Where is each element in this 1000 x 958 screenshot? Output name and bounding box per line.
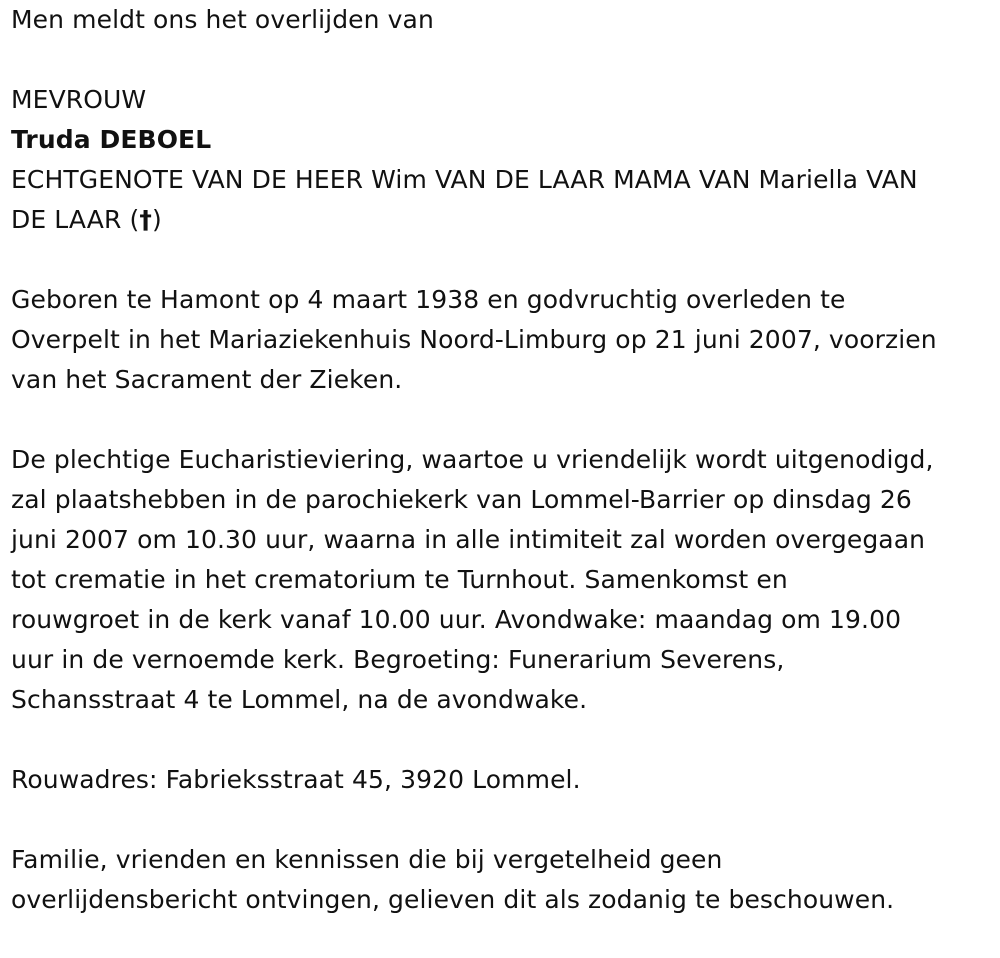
cross-icon: † <box>139 205 152 234</box>
paragraph-line: van het Sacrament der Zieken. <box>11 365 403 394</box>
paragraph-line: Geboren te Hamont op 4 maart 1938 en godvruchtig overleden te <box>11 285 846 314</box>
birth-death-paragraph <box>11 280 990 400</box>
paragraph-line: juni 2007 om 10.30 uur, waarna in alle intimiteit zal worden overgegaan <box>11 525 926 554</box>
paragraph-line: Overpelt in het Mariaziekenhuis Noord-Limburg op 21 juni 2007, voorzien <box>11 325 937 354</box>
intro-line: Men meldt ons het overlijden van <box>11 5 434 34</box>
paragraph-line: tot crematie in het crematorium te Turnhout. Samenkomst en <box>11 565 788 594</box>
mourning-address: Rouwadres: Fabrieksstraat 45, 3920 Lommel. <box>11 765 581 794</box>
relations-line-1: ECHTGENOTE VAN DE HEER Wim VAN DE LAAR MAMA VAN Mariella VAN <box>11 165 918 194</box>
paragraph-line: rouwgroet in de kerk vanaf 10.00 uur. Avondwake: maandag om 19.00 <box>11 605 902 634</box>
relations-line-2-text: DE LAAR ( <box>11 205 140 234</box>
paragraph-line: overlijdensbericht ontvingen, gelieven dit als zodanig te beschouwen. <box>11 885 895 914</box>
spacer <box>11 800 990 840</box>
spacer <box>11 400 990 440</box>
paragraph-line: zal plaatshebben in de parochiekerk van Lommel-Barrier op dinsdag 26 <box>11 485 912 514</box>
ceremony-paragraph <box>11 440 990 720</box>
paragraph-line: Familie, vrienden en kennissen die bij vergetelheid geen <box>11 845 723 874</box>
paragraph-line: uur in de vernoemde kerk. Begroeting: Funerarium Severens, <box>11 645 785 674</box>
spacer <box>11 240 990 280</box>
spacer <box>11 720 990 760</box>
deceased-name: Truda DEBOEL <box>11 125 212 154</box>
relations-line-2 <box>11 200 990 240</box>
paragraph-line: Schansstraat 4 te Lommel, na de avondwake. <box>11 685 588 714</box>
paragraph-line: De plechtige Eucharistieviering, waartoe u vriendelijk wordt uitgenodigd, <box>11 445 934 474</box>
title-prefix: MEVROUW <box>11 85 147 114</box>
spacer <box>11 40 990 80</box>
closing-paragraph <box>11 840 990 920</box>
relations-line-2-close: ) <box>151 205 162 234</box>
